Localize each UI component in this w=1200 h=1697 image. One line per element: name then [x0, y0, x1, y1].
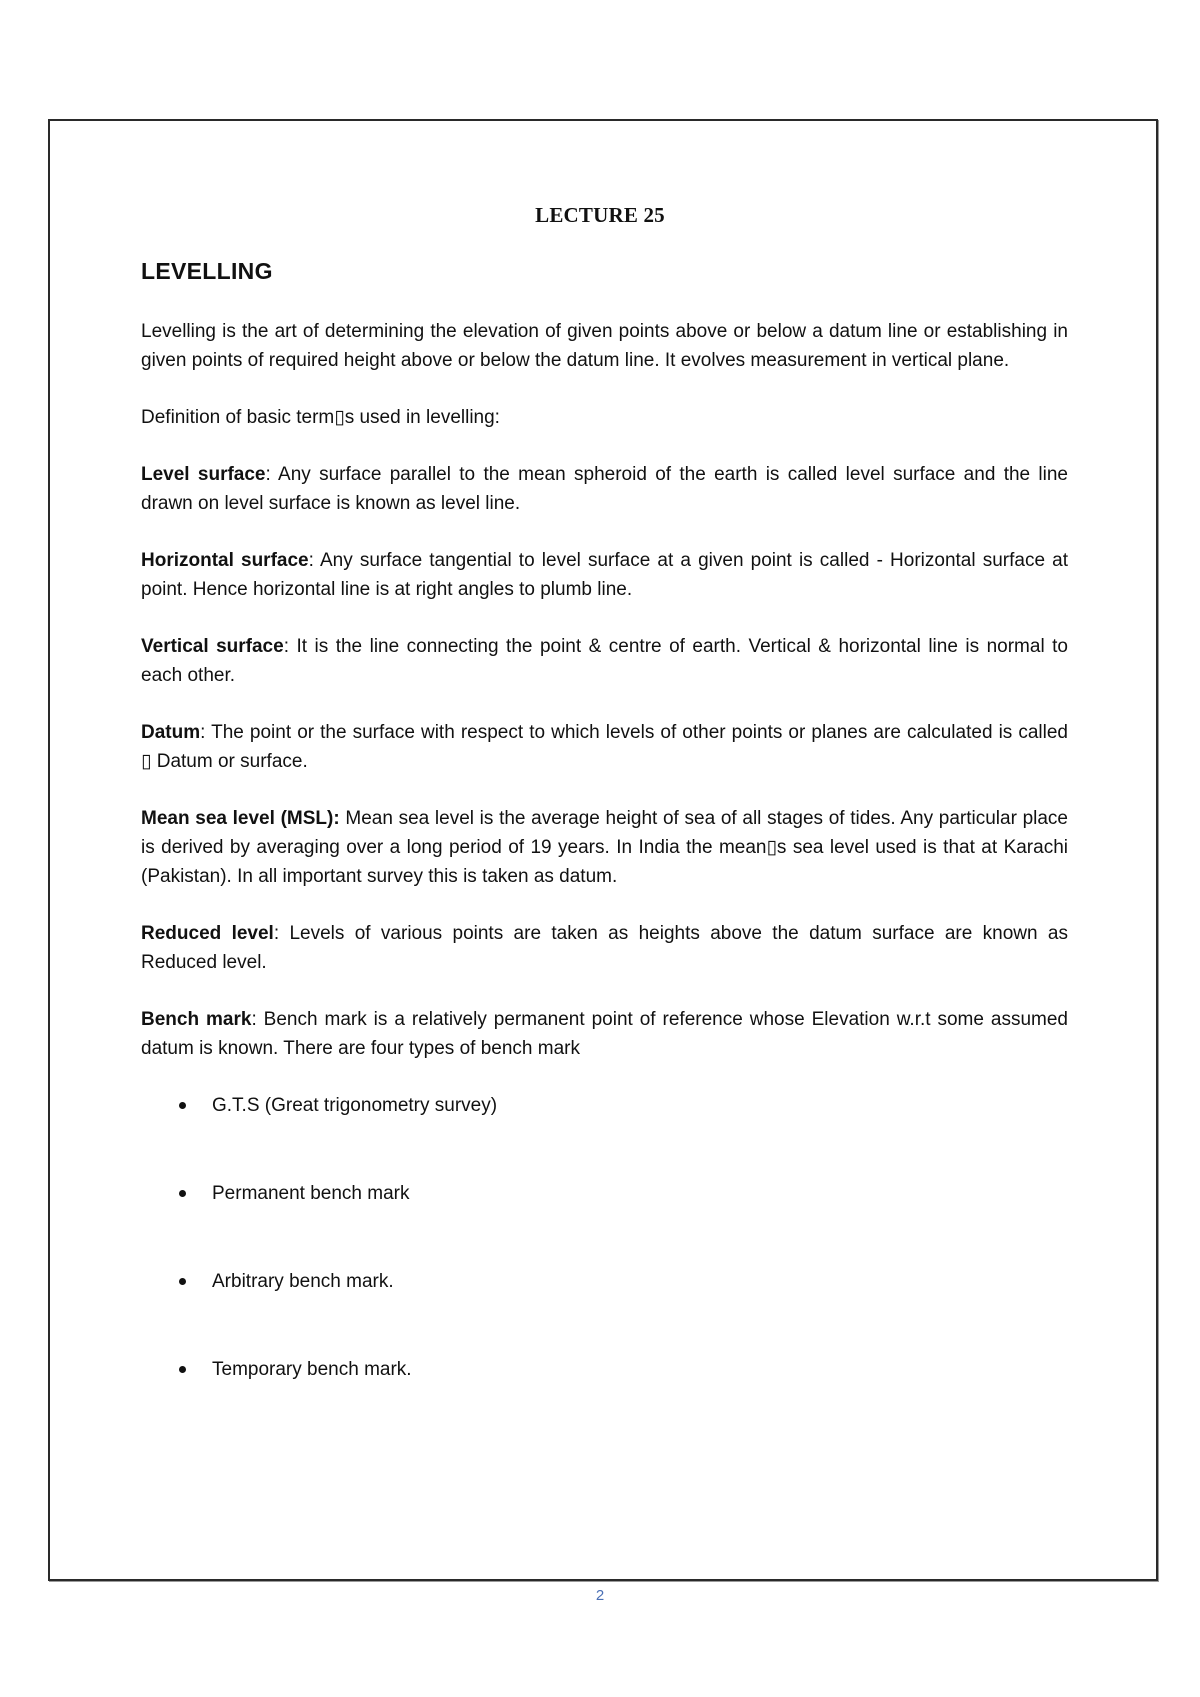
- list-item: [141, 1267, 1068, 1296]
- bullet-icon: [179, 1102, 186, 1109]
- term-paragraph-reduced-level: [141, 919, 1068, 977]
- term-text: Any surface parallel to the mean spheroid of the earth is called level surface and the line drawn on level surface is known as level line.: [141, 464, 1068, 514]
- term-text: Levels of various points are taken as heights above the datum surface are known as Reduced level.: [141, 923, 1068, 973]
- term-text: Mean sea level is the average height of sea of all stages of tides. Any particular place is derived by averaging over a long period of 19 years. In India the mean▯s sea level used is that at Karachi (Pakistan). In all important survey this is taken as datum.: [141, 808, 1069, 887]
- list-item-text: Permanent bench mark: [212, 1183, 410, 1204]
- term-text: The point or the surface with respect to which levels of other points or planes are calculated is called ▯ Datum or surface.: [141, 722, 1068, 772]
- term-label: Level surface: [141, 464, 266, 485]
- term-paragraph-horizontal-surface: [141, 546, 1068, 604]
- term-label: Horizontal surface: [141, 550, 309, 571]
- bullet-icon: [179, 1366, 186, 1373]
- term-paragraph-level-surface: [141, 460, 1068, 518]
- term-label: Datum: [141, 722, 201, 743]
- definitions-heading: Definition of basic term▯s used in levelling:: [141, 407, 500, 428]
- term-label: Bench mark: [141, 1009, 252, 1030]
- term-paragraph-datum: [141, 718, 1068, 776]
- bullet-icon: [179, 1278, 186, 1285]
- term-paragraph-bench-mark: [141, 1005, 1068, 1063]
- term-label: Vertical surface: [141, 636, 284, 657]
- list-item-text: G.T.S (Great trigonometry survey): [212, 1095, 498, 1116]
- term-separator: :: [308, 550, 314, 571]
- list-item-text: Temporary bench mark.: [212, 1359, 412, 1380]
- term-text: Any surface tangential to level surface at a given point is called - Horizontal surface at point. Hence horizontal line is at right angles to plumb line.: [141, 550, 1068, 600]
- term-label: Reduced level: [141, 923, 274, 944]
- term-text: Bench mark is a relatively permanent point of reference whose Elevation w.r.t some assumed datum is known. There are four types of bench mark: [141, 1009, 1068, 1059]
- list-item: [141, 1355, 1068, 1384]
- term-separator: :: [265, 464, 271, 485]
- bullet-icon: [179, 1190, 186, 1197]
- lecture-title: LECTURE 25: [535, 203, 665, 227]
- list-item: [141, 1179, 1068, 1208]
- term-paragraph-mean-sea-level: [141, 804, 1068, 891]
- bench-mark-types-list: [141, 1091, 1068, 1384]
- term-separator: :: [273, 923, 280, 944]
- term-text: It is the line connecting the point & centre of earth. Vertical & horizontal line is normal to each other.: [141, 636, 1068, 686]
- term-separator: :: [283, 636, 289, 657]
- section-heading: LEVELLING: [141, 258, 273, 284]
- document-body: [141, 317, 1068, 1443]
- term-label: Mean sea level (MSL):: [141, 808, 340, 829]
- intro-paragraph: Levelling is the art of determining the elevation of given points above or below a datum line or establishing in given points of required height above or below the datum line. It evolves measurement in vertical plane.: [141, 321, 1068, 371]
- page-number: 2: [595, 1587, 605, 1604]
- term-separator: :: [200, 722, 206, 743]
- list-item-text: Arbitrary bench mark.: [212, 1271, 394, 1292]
- term-paragraph-vertical-surface: [141, 632, 1068, 690]
- list-item: [141, 1091, 1068, 1120]
- term-separator: :: [251, 1009, 257, 1030]
